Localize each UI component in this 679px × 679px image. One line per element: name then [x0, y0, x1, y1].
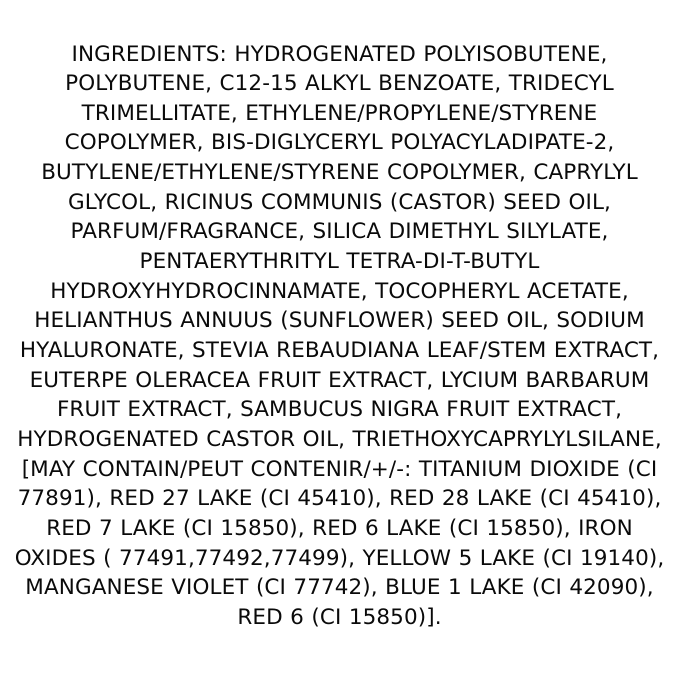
ingredients-paragraph: INGREDIENTS: HYDROGENATED POLYISOBUTENE, POLYBUTENE, C12-15 ALKYL BENZOATE, TRIDECYL TRIMELLITATE, ETHYLENE/PROPYLENE/STYRENE COPOLYMER, BIS-DIGLYCERYL POLYACYLADIPATE-2, BUTYLENE/ETHYLENE/STYRENE COPOLYMER, CAPRYLYL GLYCOL, RICINUS COMMUNIS (CASTOR) SEED OIL, PARFUM/FRAGRANCE, SILICA DIMETHYL SILYLATE, PENTAERYTHRITYL TETRA-DI-T-BUTYL HYDROXYHYDROCINNAMATE, TOCOPHERYL ACETATE, HELIANTHUS ANNUUS (SUNFLOWER) SEED OIL, SODIUM HYALURONATE, STEVIA REBAUDIANA LEAF/STEM EXTRACT, EUTERPE OLERACEA FRUIT EXTRACT, LYCIUM BARBARUM FRUIT EXTRACT, SAMBUCUS NIGRA FRUIT EXTRACT, HYDROGENATED CASTOR OIL, TRIETHOXYCAPRYLYLSILANE, [MAY CONTAIN/PEUT CONTENIR/+/-: TITANIUM DIOXIDE (CI 77891), RED 27 LAKE (CI 45410), RED 28 LAKE (CI 45410), RED 7 LAKE (CI 15850), RED 6 LAKE (CI 15850), IRON OXIDES ( 77491,77492,77499), YELLOW 5 LAKE (CI 19140), MANGANESE VIOLET (CI 77742), BLUE 1 LAKE (CI 42090), RED 6 (CI 15850)]. [14, 41, 672, 630]
